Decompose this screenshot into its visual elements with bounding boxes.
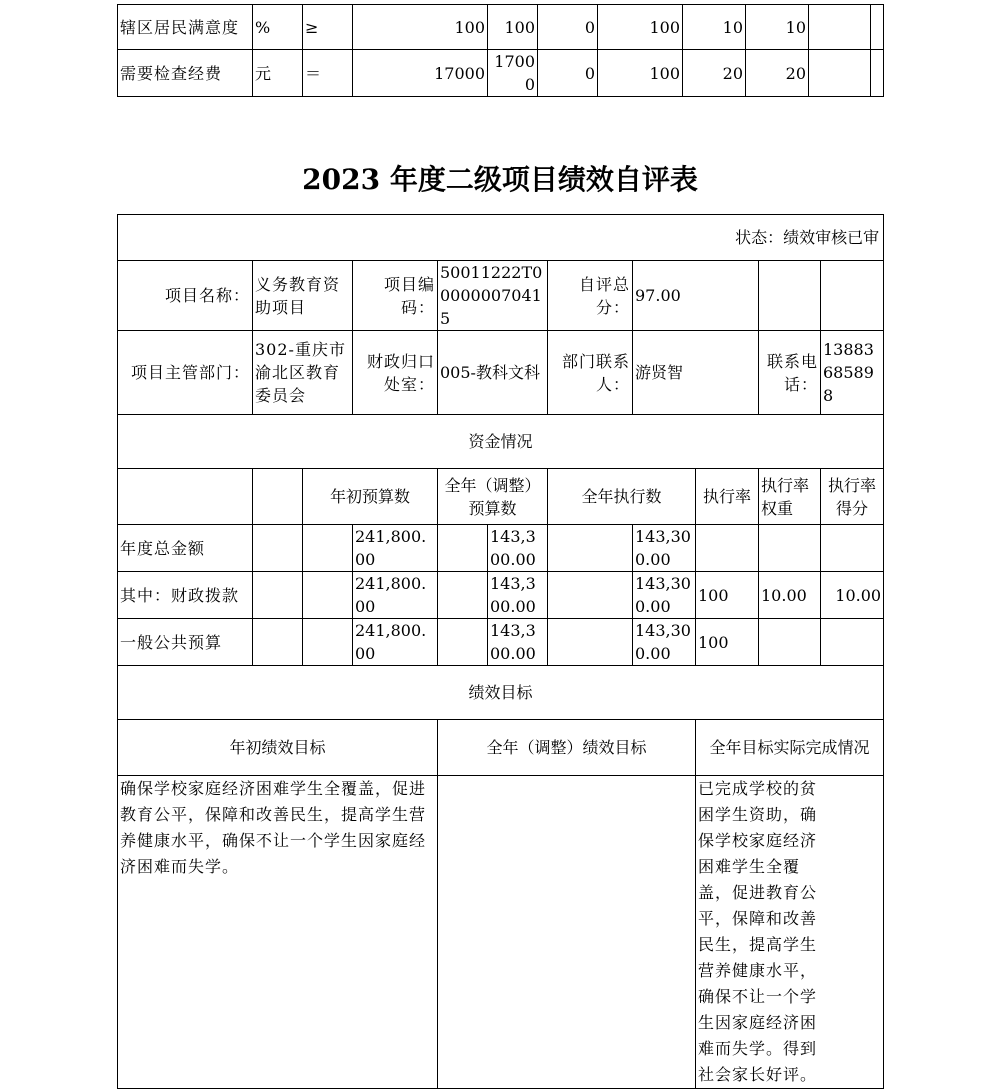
- project-code-label: 项目编码：: [353, 261, 438, 331]
- table-row: [118, 5, 884, 50]
- table-row: [118, 572, 884, 619]
- indicator-value: [809, 50, 871, 97]
- execution-rate: [696, 525, 759, 572]
- column-header: 全年（调整）绩效目标: [438, 720, 696, 776]
- empty-cell: [118, 469, 253, 525]
- empty-cell: [253, 525, 303, 572]
- empty-cell: [438, 525, 488, 572]
- dept-value: 302-重庆市渝北区教育委员会: [253, 331, 353, 415]
- empty-cell: [821, 261, 884, 331]
- indicator-value: 100: [598, 50, 683, 97]
- table-row: [118, 666, 884, 720]
- rate-score: [821, 525, 884, 572]
- empty-cell: [438, 619, 488, 666]
- table-row: [118, 50, 884, 97]
- column-header: 全年执行数: [548, 469, 696, 525]
- empty-cell: [548, 572, 633, 619]
- table-row: [118, 261, 884, 331]
- table-row: [118, 525, 884, 572]
- executed-amount: 143,300.00: [633, 572, 696, 619]
- empty-cell: [303, 572, 353, 619]
- self-eval-score: 97.00: [633, 261, 759, 331]
- project-name: 义务教育资助项目: [253, 261, 353, 331]
- phone-value: 13883685898: [821, 331, 884, 415]
- executed-amount: 143,300.00: [633, 619, 696, 666]
- project-code: 50011222T000000070415: [438, 261, 548, 331]
- column-header: 执行率得分: [821, 469, 884, 525]
- indicator-operator: ＝: [303, 50, 353, 97]
- funds-section-title: 资金情况: [118, 415, 884, 469]
- table-row: [118, 720, 884, 776]
- status-text: 状态：绩效审核已审: [118, 215, 884, 261]
- table-row: [118, 215, 884, 261]
- indicator-unit: %: [253, 5, 303, 50]
- column-header: 执行率权重: [759, 469, 821, 525]
- indicator-value: 0: [538, 50, 598, 97]
- finance-label: 财政归口处室：: [353, 331, 438, 415]
- rate-weight: [759, 525, 821, 572]
- indicator-value: [809, 5, 871, 50]
- indicator-value: 100: [488, 5, 538, 50]
- adjusted-budget: 143,300.00: [488, 619, 548, 666]
- contact-value: 游贤智: [633, 331, 759, 415]
- indicator-value: [871, 5, 884, 50]
- initial-budget: 241,800.00: [353, 525, 438, 572]
- adjusted-budget: 143,300.00: [488, 525, 548, 572]
- page-title: 2023 年度二级项目绩效自评表: [302, 163, 698, 196]
- indicator-value: 100: [353, 5, 488, 50]
- rate-score: [821, 619, 884, 666]
- execution-rate: 100: [696, 619, 759, 666]
- indicator-name: 辖区居民满意度: [118, 5, 253, 50]
- indicator-operator: ≥: [303, 5, 353, 50]
- column-header: 年初预算数: [303, 469, 438, 525]
- table-row: [118, 331, 884, 415]
- executed-amount: 143,300.00: [633, 525, 696, 572]
- empty-cell: [303, 619, 353, 666]
- initial-goal-text: 确保学校家庭经济困难学生全覆盖，促进教育公平，保障和改善民生，提高学生营养健康水平，确保不让一个学生因家庭经济困难而失学。: [118, 776, 438, 1089]
- indicator-unit: 元: [253, 50, 303, 97]
- table-row: [118, 776, 884, 1089]
- indicator-value: 20: [683, 50, 746, 97]
- empty-cell: [253, 469, 303, 525]
- contact-label: 部门联系人：: [548, 331, 633, 415]
- row-label: 一般公共预算: [118, 619, 253, 666]
- indicator-table: [117, 4, 884, 97]
- empty-cell: [438, 572, 488, 619]
- adjusted-budget: 143,300.00: [488, 572, 548, 619]
- column-header: 全年目标实际完成情况: [696, 720, 884, 776]
- row-label: 年度总金额: [118, 525, 253, 572]
- rate-score: 10.00: [821, 572, 884, 619]
- column-header: 年初绩效目标: [118, 720, 438, 776]
- indicator-name: 需要检查经费: [118, 50, 253, 97]
- empty-cell: [303, 525, 353, 572]
- empty-cell: [253, 619, 303, 666]
- finance-value: 005-教科文科: [438, 331, 548, 415]
- indicator-value: 17000: [353, 50, 488, 97]
- table-row: [118, 415, 884, 469]
- indicator-value: 10: [746, 5, 809, 50]
- performance-section-title: 绩效目标: [118, 666, 884, 720]
- self-evaluation-table: [117, 214, 884, 1089]
- empty-cell: [548, 525, 633, 572]
- indicator-value: [871, 50, 884, 97]
- rate-weight: [759, 619, 821, 666]
- table-row: [118, 619, 884, 666]
- table-row: [118, 469, 884, 525]
- empty-cell: [548, 619, 633, 666]
- indicator-value: 20: [746, 50, 809, 97]
- empty-cell: [821, 776, 884, 1089]
- column-header: 全年（调整）预算数: [438, 469, 548, 525]
- execution-rate: 100: [696, 572, 759, 619]
- initial-budget: 241,800.00: [353, 619, 438, 666]
- phone-label: 联系电话：: [759, 331, 821, 415]
- actual-completion-text: 已完成学校的贫困学生资助，确保学校家庭经济困难学生全覆盖，促进教育公平，保障和改善民生，提高学生营养健康水平，确保不让一个学生因家庭经济困难而失学。得到社会家长好评。: [696, 776, 821, 1089]
- dept-label: 项目主管部门：: [118, 331, 253, 415]
- empty-cell: [759, 261, 821, 331]
- indicator-value: 17000: [488, 50, 538, 97]
- indicator-value: 100: [598, 5, 683, 50]
- adjusted-goal-text: [438, 776, 696, 1089]
- row-label: 其中：财政拨款: [118, 572, 253, 619]
- column-header: 执行率: [696, 469, 759, 525]
- indicator-value: 0: [538, 5, 598, 50]
- indicator-value: 10: [683, 5, 746, 50]
- rate-weight: 10.00: [759, 572, 821, 619]
- project-name-label: 项目名称：: [118, 261, 253, 331]
- initial-budget: 241,800.00: [353, 572, 438, 619]
- empty-cell: [253, 572, 303, 619]
- score-label: 自评总分：: [548, 261, 633, 331]
